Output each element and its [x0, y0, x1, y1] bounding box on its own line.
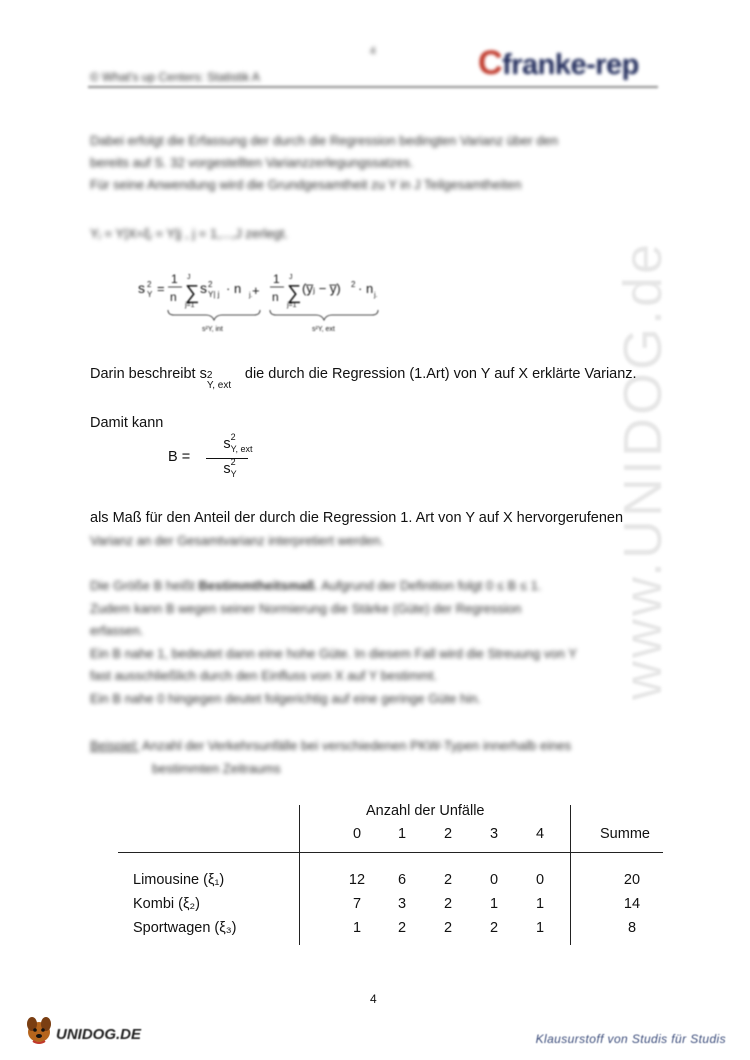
- table-cell: 2: [489, 920, 499, 936]
- formula-t1-sub: Y| j: [208, 290, 220, 299]
- table-sum-cell: 8: [627, 920, 637, 936]
- formula-t1-rest: · n: [226, 281, 242, 296]
- svg-text:∑: ∑: [185, 282, 200, 304]
- table-col-header: 0: [352, 826, 362, 842]
- bestimmtheit-line: Zudem kann B wegen seiner Normierung die Stärke (Güte) der Regression: [90, 600, 522, 616]
- logo-text: franke-rep: [502, 49, 639, 81]
- svg-text:2: 2: [351, 280, 356, 289]
- table-cell: 1: [535, 896, 545, 912]
- intro-line: Für seine Anwendung wird die Grundgesamtheit zu Y in J Teilgesamtheiten: [90, 177, 522, 192]
- b-fraction-lhs: B =: [168, 449, 191, 465]
- table-cell: 12: [348, 872, 366, 888]
- als-mass-line: als Maß für den Anteil der durch die Regression 1. Art von Y auf X hervorgerufenen: [90, 510, 624, 526]
- table-cell: 6: [397, 872, 407, 888]
- bestimmtheit-line: fast ausschließlich durch den Einfluss von X auf Y bestimmt.: [90, 668, 438, 683]
- intro-line: bereits auf S. 32 vorgestellten Varianzzerlegungssatzes.: [90, 155, 414, 170]
- formula-lhs-sup: 2: [147, 280, 152, 289]
- table-cell: 3: [397, 896, 407, 912]
- watermark: www.UNIDOG.de: [613, 240, 673, 700]
- table-vline-left: [299, 805, 300, 945]
- bestimmtheit-line: Ein B nahe 1, bedeutet dann eine hohe Güte. In diesem Fall wird die Streuung von Y: [90, 645, 577, 661]
- svg-text:∑: ∑: [287, 282, 302, 304]
- header-rule: [88, 86, 658, 88]
- b-fraction-denominator: s 2 Y: [223, 457, 237, 479]
- formula-frac1-num: 1: [171, 272, 178, 286]
- table-row-label: Limousine (ξ₁): [133, 872, 225, 888]
- formula-t1-body: s: [200, 280, 207, 296]
- svg-text:· n: · n: [358, 281, 374, 296]
- darin-sentence: Darin beschreibt s 2 Y, ext die durch die Regression (1.Art) von Y auf X erklärte Varianz.: [90, 366, 637, 391]
- unidog-logo: [22, 1012, 152, 1048]
- formula-plus: +: [252, 283, 260, 298]
- svg-text:j.: j.: [374, 292, 378, 299]
- table-col-header: 3: [489, 826, 499, 842]
- table-cell: 2: [397, 920, 407, 936]
- footer-slogan: Klausurstoff von Studis für Studis: [535, 1032, 726, 1046]
- bestimmtheit-line: Ein B nahe 0 hingegen deutet folgerichtig auf eine geringe Güte hin.: [90, 690, 482, 706]
- table-cell: 0: [535, 872, 545, 888]
- table-sum-header: Summe: [600, 826, 650, 842]
- table-col-header: 1: [397, 826, 407, 842]
- logo-c-mark: C: [478, 44, 503, 82]
- decomposition-line: Yⱼ = Y|X=ξⱼ = Y|j , j = 1,...,J zerlegt.: [90, 226, 289, 241]
- b-fraction-numerator: s 2 Y, ext: [223, 432, 253, 454]
- als-mass-continuation: Varianz an der Gesamtvarianz interpretiert werden.: [90, 533, 384, 548]
- formula-brace2-label: s²Y, ext: [312, 326, 335, 333]
- damit-kann-text: Damit kann: [90, 415, 164, 431]
- formula-frac1-den: n: [170, 290, 177, 304]
- accident-table: [118, 800, 663, 950]
- bestimmtheit-line: erfassen.: [90, 623, 144, 638]
- table-hline: [118, 852, 663, 853]
- table-row-label: Sportwagen (ξ₃): [133, 920, 237, 936]
- variance-decomposition-formula: [130, 265, 430, 335]
- beispiel-text-cont: bestimmten Zeitraums: [152, 761, 281, 776]
- dog-mascot-icon: [22, 1012, 56, 1046]
- unidog-logo-text: UNIDOG.DE: [56, 1026, 142, 1043]
- intro-line: Dabei erfolgt die Erfassung der durch die Regression bedingten Varianz über den: [90, 133, 559, 148]
- formula-lhs: s: [138, 280, 145, 296]
- table-row-label: Kombi (ξ₂): [133, 896, 200, 912]
- svg-text:j=1: j=1: [287, 302, 297, 309]
- table-cell: 7: [352, 896, 362, 912]
- table-cell: 1: [535, 920, 545, 936]
- table-cell: 2: [443, 920, 453, 936]
- beispiel-label: Beispiel:: [90, 738, 140, 753]
- svg-text:=: =: [157, 281, 165, 296]
- formula-sum1-bot: j=1: [185, 302, 195, 309]
- table-cell: 2: [443, 872, 453, 888]
- formula-sum1-top: J: [187, 274, 191, 281]
- bestimmtheit-line: Die Größe B heißt Bestimmtheitsmaß. Aufgrund der Definition folgt 0 ≤ B ≤ 1.: [90, 578, 542, 593]
- formula-t2-body: (y̅ⱼ − y̅): [302, 281, 341, 296]
- table-cell: 0: [489, 872, 499, 888]
- formula-lhs-sub: Y: [147, 290, 153, 299]
- header-left-text: © What's up Centers: Statistik A: [90, 70, 260, 84]
- bestimmtheit-paragraph: [90, 575, 577, 710]
- svg-text:2: 2: [208, 280, 213, 289]
- svg-text:1: 1: [273, 272, 280, 286]
- beispiel-block: [90, 735, 571, 757]
- table-cell: 1: [352, 920, 362, 936]
- franke-rep-logo: [478, 44, 639, 83]
- table-cell: 2: [443, 896, 453, 912]
- table-col-header: 2: [443, 826, 453, 842]
- svg-text:J: J: [289, 274, 293, 281]
- header-top-mark: 4: [370, 46, 376, 57]
- beispiel-text: Anzahl der Verkehrsunfälle bei verschiedenen PKW-Typen innerhalb eines: [142, 738, 572, 753]
- fraction-bar: [206, 458, 248, 459]
- table-cell: 1: [489, 896, 499, 912]
- table-col-header: 4: [535, 826, 545, 842]
- intro-paragraph: [90, 130, 558, 196]
- svg-text:n: n: [272, 290, 279, 304]
- table-group-header: Anzahl der Unfälle: [366, 803, 485, 819]
- formula-brace1-label: s²Y, int: [202, 326, 223, 333]
- table-sum-cell: 14: [623, 896, 641, 912]
- table-sum-cell: 20: [623, 872, 641, 888]
- page-number: 4: [370, 992, 377, 1006]
- table-vline-right: [570, 805, 571, 945]
- svg-text:j.: j.: [249, 292, 253, 299]
